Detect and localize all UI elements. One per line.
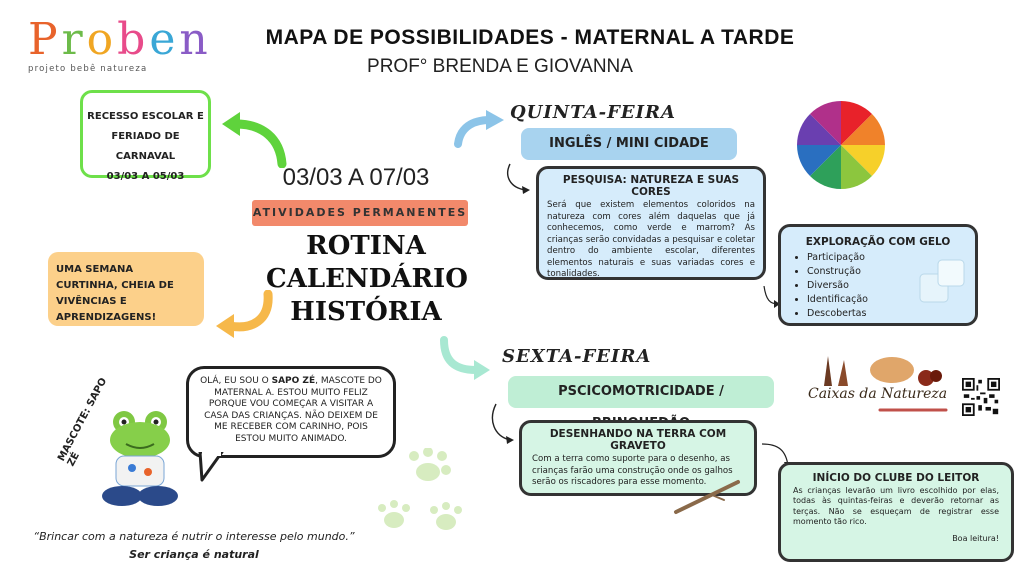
ice-list-item: • Construção [807,265,963,279]
logo-wordmark: Proben [28,14,212,65]
permanent-activities-label: ATIVIDADES PERMANENTES [252,200,468,226]
recess-dates: 03/03 A 05/03 [106,171,185,182]
stick-icon [878,406,948,414]
club-closing: Boa leitura! [952,533,999,543]
curved-arrow-icon [502,162,536,196]
recess-box [80,90,211,182]
routine-list [266,230,466,329]
twig-icon [672,478,742,516]
curved-arrow-icon [486,402,520,448]
page-title: MAPA DE POSSIBILIDADES - MATERNAL A TARDE [265,26,795,49]
thursday-activity: INGLÊS / MINI CIDADE [521,128,737,160]
routine-item: CALENDÁRIO [266,264,468,294]
caixas-natureza-logo: Caixas da Natureza [808,386,948,402]
footer-tagline: Ser criança é natural [129,548,259,561]
routine-item: ROTINA [306,231,426,261]
page-subtitle: PROF° BRENDA E GIOVANNA [367,56,633,77]
drawing-text: Com a terra como suporte para o desenho, as crianças farão uma construção onde os galhos serão os riscadores para esse momento. [532,454,733,487]
routine-item: HISTÓRIA [290,297,442,327]
friday-heading: SEXTA-FEIRA [502,346,652,367]
nature-items-icon [818,350,948,388]
ice-title: EXPLORAÇÃO COM GELO [805,236,951,248]
club-title: INÍCIO DO CLUBE DO LEITOR [812,472,980,484]
logo-tagline: projeto bebê natureza [28,64,148,74]
research-box [536,166,766,280]
ice-cubes-icon [912,254,970,312]
footer-quote: “Brincar com a natureza é nutrir o interesse pelo mundo.” [33,530,355,543]
green-arrow-icon [218,108,290,168]
ice-list-item: • Participação [807,251,963,265]
speech-tail-icon [196,452,226,482]
friday-activity: PSCICOMOTRICIDADE / [508,376,774,408]
qr-code-icon[interactable] [962,378,1000,416]
recess-line: RECESSO ESCOLAR E [87,111,204,122]
week-dates: 03/03 A 07/03 [282,164,430,191]
drawing-title: DESENHANDO NA TERRA COM GRAVETO [549,428,727,452]
blue-arrow-icon [452,110,506,148]
week-note: UMA SEMANA CURTINHA, CHEIA DE VIVÊNCIAS E APRENDIZAGENS! [48,252,204,326]
color-wheel-icon [794,98,888,192]
ice-list-item: • Identificação [807,293,963,307]
frog-mascot-icon [92,408,188,508]
research-title: PESQUISA: NATUREZA E SUAS CORES [562,174,740,198]
ice-list-item: • Descobertas [807,307,963,321]
frog-footprints-icon [368,448,478,544]
mint-arrow-icon [440,336,494,382]
recess-line: FERIADO DE CARNAVAL [111,131,180,162]
thursday-heading: QUINTA-FEIRA [510,102,676,123]
orange-arrow-icon [212,290,276,342]
research-text: Será que existem elementos coloridos na natureza com cores além daquelas que já conhecemos, como verde e marrom? As crianças serão convidadas a pesquisar e coletar dentro do ambiente escolar, diferentes elementos naturais e suas variadas cores e tonalidades. [547,200,755,279]
mascot-speech-bubble: OLÁ, EU SOU O SAPO ZÉ, MASCOTE DO MATERNAL A. ESTOU MUITO FELIZ PORQUE VOU COMEÇAR A VISITAR A CASA DAS CRIANÇAS. NÃO DEIXEM DE ME RECEBER COM CARINHO, POIS ESTOU MUITO ANIMADO. [186,366,396,458]
mascot-name: SAPO ZÉ [271,376,316,386]
club-text: As crianças levarão um livro escolhido por elas, todas às quintas-feiras e deverão retornar as terças. Não se esqueçam de registrar esse momento tão rico. [793,485,999,526]
proben-logo [28,14,212,80]
ice-list-item: • Diversão [807,279,963,293]
reading-club-box [778,462,1014,562]
mascot-label: MASCOTE: SAPO ZÉ [56,376,110,469]
